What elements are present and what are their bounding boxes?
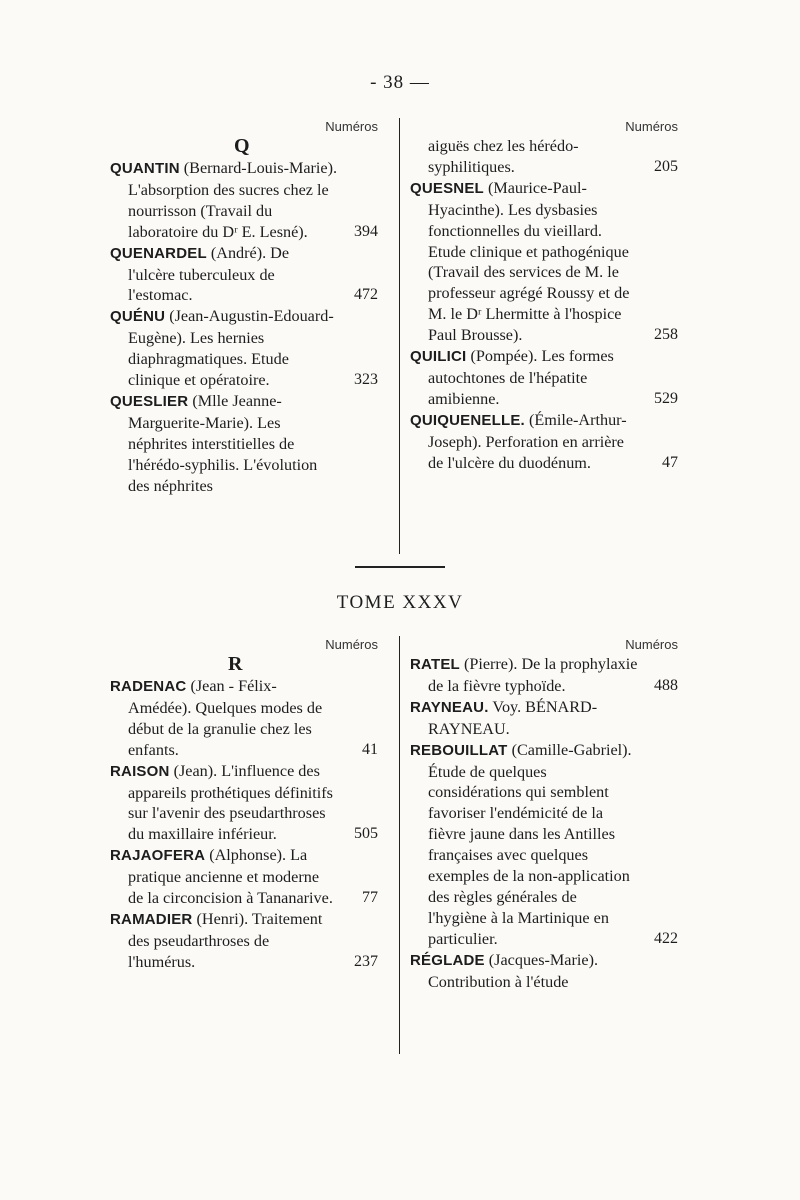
entry-text: Voy. BÉNARD-RAYNEAU.	[428, 697, 598, 738]
index-entry	[110, 391, 378, 497]
author-name: RAISON	[110, 762, 170, 780]
author-name: REBOUILLAT	[410, 741, 508, 759]
right-column-q	[410, 118, 678, 474]
index-entry	[410, 697, 678, 740]
author-name: QUESLIER	[110, 392, 189, 410]
numeros-label: Numéros	[325, 637, 378, 652]
author-name: QUIQUENELLE.	[410, 411, 525, 429]
page-number: - 38 —	[370, 72, 430, 93]
index-entry	[110, 306, 378, 391]
entry-number: 529	[654, 389, 678, 407]
entry-text: (Maurice-Paul-Hyacinthe). Les dysbasies fonctionnelles du vieillard. Etude clinique et pathogénique (Travail des services de M. le professeur agrégé Roussy et de M. le Dʳ Lhermitte à l'hospice Paul Brousse).	[428, 178, 630, 345]
author-name: RAJAOFERA	[110, 847, 206, 865]
entry-text: (Mlle Jeanne-Marguerite-Marie). Les néphrites interstitielles de l'hérédo-syphilis. L'évolution des néphrites	[128, 391, 318, 495]
index-entry	[410, 410, 678, 474]
entry-text: aiguës chez les hérédo-syphilitiques.	[428, 137, 579, 176]
index-entry	[110, 761, 378, 846]
entry-list	[110, 676, 378, 973]
entry-text: (Jacques-Marie). Contribution à l'étude	[428, 950, 599, 991]
entry-continuation	[410, 136, 678, 178]
author-name: RÉGLADE	[410, 951, 485, 969]
entry-list	[110, 158, 378, 497]
index-entry	[110, 676, 378, 761]
index-entry	[410, 178, 678, 346]
entry-text: (André). De l'ulcère tuberculeux de l'estomac.	[128, 243, 290, 305]
column-divider	[399, 118, 400, 554]
right-column-r	[410, 636, 678, 993]
entry-number: 41	[362, 740, 378, 758]
entry-number: 323	[354, 371, 378, 389]
index-entry	[410, 740, 678, 950]
entry-text: (Pompée). Les formes autochtones de l'hépatite amibienne.	[428, 347, 614, 408]
entry-text: (Émile-Arthur-Joseph). Perforation en arrière de l'ulcère du duodénum.	[428, 410, 627, 472]
section-letter: Q	[234, 135, 250, 157]
entry-text: (Camille-Gabriel). Étude de quelques considérations qui semblent favoriser l'endémicité de la fièvre jaune dans les Antilles françaises avec quelques exemples de la non-application des règles générales de l'hygiène à la Martinique en particulier.	[428, 740, 632, 948]
entry-number: 237	[354, 952, 378, 970]
entry-number: 47	[662, 453, 678, 471]
entry-list	[410, 654, 678, 993]
index-entry	[110, 909, 378, 973]
author-name: QUENARDEL	[110, 244, 207, 262]
author-name: RAYNEAU.	[410, 698, 489, 716]
entry-text: (Bernard-Louis-Marie). L'absorption des sucres chez le nourrisson (Travail du laboratoire du Dʳ E. Lesné).	[128, 159, 338, 241]
entry-text: (Henri). Traitement des pseudarthroses de l'humérus.	[128, 909, 323, 971]
author-name: RADENAC	[110, 678, 187, 695]
entry-number: 505	[354, 825, 378, 843]
section-separator	[355, 566, 445, 568]
index-entry	[410, 346, 678, 410]
author-name: RATEL	[410, 656, 460, 673]
index-entry	[110, 845, 378, 909]
index-entry	[410, 654, 678, 697]
entry-number: 394	[354, 222, 378, 240]
entry-text: (Jean - Félix-Amédée). Quelques modes de début de la granulie chez les enfants.	[128, 677, 323, 759]
author-name: QUESNEL	[410, 179, 484, 197]
section-r	[110, 636, 690, 1054]
entry-number: 472	[354, 286, 378, 304]
section-letter: R	[228, 653, 243, 675]
numeros-label: Numéros	[325, 119, 378, 134]
author-name: QUILICI	[410, 348, 467, 366]
author-name: RAMADIER	[110, 910, 193, 928]
author-name: QUÉNU	[110, 308, 166, 326]
index-entry	[110, 243, 378, 307]
entry-number: 77	[362, 889, 378, 907]
column-divider	[399, 636, 400, 1054]
entry-number: 258	[654, 326, 678, 344]
numeros-label: Numéros	[625, 119, 678, 134]
section-q	[110, 118, 690, 554]
left-column-r	[110, 636, 378, 973]
numeros-label: Numéros	[625, 637, 678, 652]
entry-list	[410, 178, 678, 474]
left-column-q	[110, 118, 378, 497]
entry-number: 205	[654, 157, 678, 175]
entry-text: (Jean-Augustin-Edouard-Eugène). Les hernies diaphragmatiques. Etude clinique et opératoire.	[128, 307, 334, 390]
entry-number: 422	[654, 929, 678, 947]
entry-number: 488	[654, 676, 678, 694]
entry-text: (Alphonse). La pratique ancienne et moderne de la circoncision à Tananarive.	[128, 846, 333, 908]
entry-text: (Pierre). De la prophylaxie de la fièvre typhoïde.	[428, 655, 638, 695]
index-entry	[410, 950, 678, 993]
tome-heading: TOME XXXV	[336, 592, 464, 613]
author-name: QUANTIN	[110, 160, 180, 177]
index-entry	[110, 158, 378, 243]
entry-text: (Jean). L'influence des appareils prothétiques définitifs sur l'avenir des pseudarthroses du maxillaire inférieur.	[128, 761, 333, 844]
